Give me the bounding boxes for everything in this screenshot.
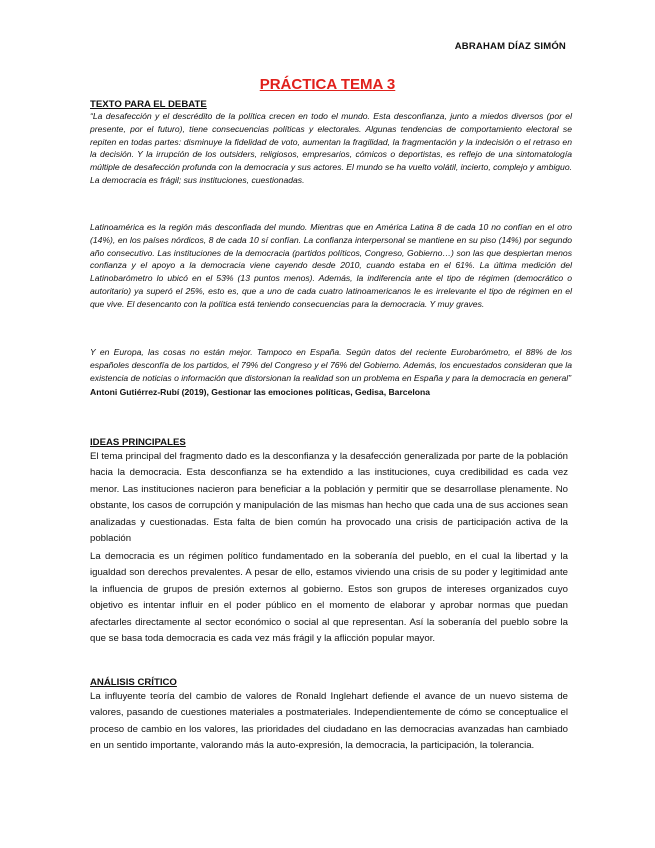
ideas-block-2	[90, 549, 568, 647]
analisis-block	[90, 689, 568, 755]
author-name: ABRAHAM DÍAZ SIMÓN	[454, 41, 566, 52]
debate-paragraph-1: “La desafección y el descrédito de la política crecen en todo el mundo. Esta desconfianza, junto a miedos diversos (por el presente, por el futuro), tiene consecuencias políticas y electorales. Algunas tendencias de comportamiento electoral se repiten en todas partes: disminuye la fidelidad de voto, aumentan la fragilidad, la fragmentación y la indecisión o el retraso en la decisión. Y la irrupción de los outsiders, religiosos, empresarios, cómicos o deportistas, es reflejo de una sintomatología múltiple de desafección profunda con la democracia y sus actores. El mundo se ha vuelto volátil, incierto, complejo y ambiguo. La democracia es frágil; sus instituciones, cuestionadas.	[90, 111, 572, 185]
ideas-block-1	[90, 449, 568, 547]
debate-heading: TEXTO PARA EL DEBATE	[90, 99, 207, 110]
citation: Antoni Gutiérrez-Rubí (2019), Gestionar las emociones políticas, Gedisa, Barcelona	[90, 387, 431, 397]
debate-paragraph-3: Y en Europa, las cosas no están mejor. Tampoco en España. Según datos del reciente Eurobarómetro, el 88% de los españoles desconfía de los partidos, el 79% del Congreso y el 76% del Gobierno. Además, los encuestados consideran que la existencia de noticias o información que distorsionan la realidad son un problema en España y para la democracia en general”	[90, 347, 572, 383]
debate-quote	[90, 110, 572, 187]
debate-quote-3	[90, 346, 572, 384]
page-title: PRÁCTICA TEMA 3	[259, 76, 396, 93]
ideas-heading: IDEAS PRINCIPALES	[90, 437, 186, 448]
debate-quote-2	[90, 221, 572, 311]
debate-paragraph-2: Latinoamérica es la región más desconfiada del mundo. Mientras que en América Latina 8 de cada 10 no confían en el otro (14%), en los países nórdicos, 8 de cada 10 sí confían. La confianza interpersonal se mantiene en su piso (14%) por segundo año consecutivo. Las instituciones de la democracia (partidos políticos, Congreso, Gobierno…) son las que despiertan menos confianza y el apoyo a la democracia viene cayendo desde 2010, cuando estaba en el 61%. La última medición del Latinobarómetro lo ubicó en el 53% (13 puntos menos). Además, la indiferencia ante el tipo de régimen (democrático o autoritario) ya superó el 25%, esto es, que a uno de cada cuatro latinoamericanos le es irrelevante el tipo de régimen en el que vive. El desencanto con la política está teniendo consecuencias para la democracia. Y muy graves.	[90, 222, 572, 309]
ideas-paragraph-1: El tema principal del fragmento dado es la desconfianza y la desafección generalizada por parte de la población hacia la democracia. Esta desconfianza se ha extendido a las instituciones, cuya credibilidad es cada vez menor. Las instituciones nacieron para beneficiar a la población y permitir que se desarrollase plenamente. No obstante, los casos de corrupción y manipulación de las mismas han hecho que cada una de sus acciones sean analizadas y cuestionadas. Esta falta de bien común ha provocado una crisis de participación activa de la población	[90, 451, 568, 545]
analisis-paragraph-1: La influyente teoría del cambio de valores de Ronald Inglehart defiende el avance de un nuevo sistema de valores, pasando de cuestiones materiales a postmateriales. Independientemente de cómo se conceptualice el proceso de cambio en los valores, las prioridades del ciudadano en las democracias avanzadas han cambiado en un sentido importante, valorando más la auto-expresión, la democracia, la participación, la tolerancia.	[90, 691, 568, 752]
analisis-heading: ANÁLISIS CRÍTICO	[90, 677, 177, 688]
ideas-paragraph-2: La democracia es un régimen político fundamentado en la soberanía del pueblo, en el cual la libertad y la igualdad son derechos prevalentes. A pesar de ello, estamos viviendo una crisis de su poder y legitimidad ante la influencia de grupos de presión externos al gobierno. Estos son grupos de intereses organizados cuyo objetivo es intentar influir en el poder público en el momento de elaborar y aprobar normas que puedan afectarles directamente al sector económico o social al que representan. Así la soberanía del pueblo sobre la que se basa toda democracia es cada vez más frágil y la aflicción popular mayor.	[90, 551, 568, 645]
